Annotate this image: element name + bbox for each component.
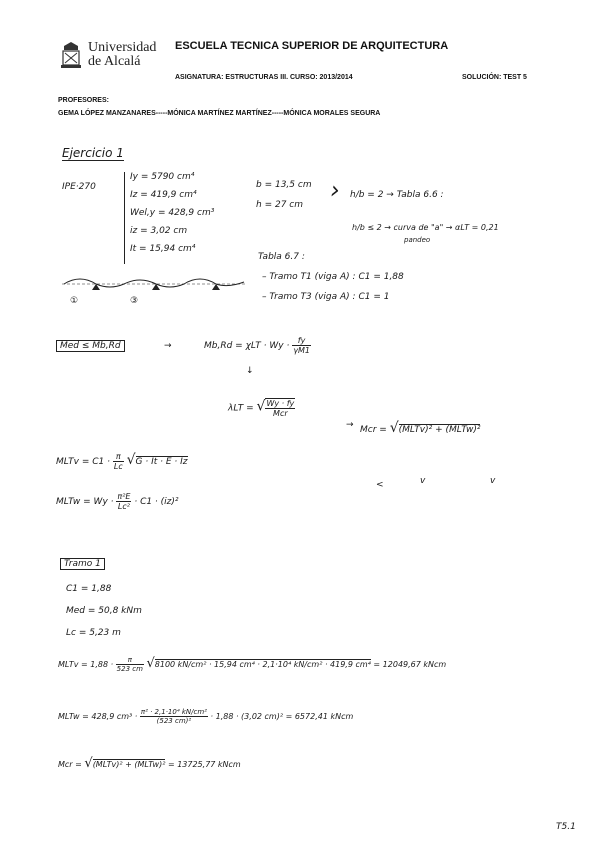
mltw-formula [56,492,179,511]
subject-line: ASIGNATURA: ESTRUCTURAS III. CURSO: 2013/2014 [175,74,353,81]
mltw-rhs: · C1 · (iz)² [134,497,179,507]
lambda-formula: λLT = √ $\frac{Wy \cdot fy}{\text{Mcr}}$ [228,398,295,418]
mcr-radicand: (MLTv)² + (MLTw)² [398,425,481,435]
mltv-radicand: G · It · E · Iz [135,457,188,467]
tramo1-mltw-lhs: MLTw = 428,9 cm³ · [58,712,138,721]
mltw-lhs: MLTw = Wy · [56,497,114,507]
pi2e-symbol: π²E [117,492,131,501]
mltv-lhs: MLTv = C1 · [56,457,110,467]
check-mark-2: v [420,476,426,486]
design-condition: Med ≤ Mb,Rd [56,340,125,352]
prop-wely: Wel,y = 428,9 cm³ [130,208,215,218]
arrow-2: → [346,420,354,430]
prop-iy: Iy = 5790 cm⁴ [130,172,195,182]
mcr-formula: Mcr = √(MLTv)² + (MLTw)² [360,420,481,436]
lc-symbol: Lc [113,462,123,471]
university-name-line1: Universidad [88,40,157,55]
pi-symbol: π [113,452,124,462]
exercise-title: Ejercicio 1 [62,146,124,160]
profile-name: IPE·270 [62,182,96,192]
b-value: b = 13,5 cm [256,180,312,190]
prop-iz: Iz = 419,9 cm⁴ [130,190,197,200]
lambda-lhs: λLT = [228,403,254,414]
tramo1-mltw-num: π² · 2,1·10⁴ kN/cm² [140,708,207,716]
tabla-ref: Tabla 6.7 : [258,252,305,262]
tramo3-coef: – Tramo T3 (viga A) : C1 = 1 [262,292,390,302]
lambda-den: Mcr [273,409,288,418]
mcr-lhs: Mcr = [360,425,387,435]
gamma-m1: γM1 [293,346,310,355]
profile-properties [130,172,214,262]
arrow-down: ↓ [246,366,254,376]
support-3-label: ③ [130,296,139,306]
university-name-line2: de Alcalá [88,54,141,69]
lc2-symbol: Lc² [117,502,130,511]
fy: fy [292,336,311,346]
hb-ratio: h/b = 2 → Tabla 6.6 : [350,190,444,200]
tramo1-lc: Lc = 5,23 m [66,628,121,638]
professors-names: GEMA LÓPEZ MANZANARES-----MÓNICA MARTÍNEZ MARTÍNEZ-----MÓNICA MORALES SEGURA [58,110,381,117]
tramo1-mltv-radicand: 8100 kN/cm² · 15,94 cm⁴ · 2,1·10⁴ kN/cm² · 419,9 cm⁴ [154,660,371,669]
tramo1-mltv: MLTv = 1,88 · $\frac{\pi}{523 cm}$ √8100 kN/cm² · 15,94 cm⁴ · 2,1·10⁴ kN/cm² · 419,9 cm⁴ = 12049,67 kNcm [58,656,447,673]
tramo1-mltv-lhs: MLTv = 1,88 · [58,660,114,669]
university-logo [58,40,178,70]
tramo1-mltw-den: (523 cm)² [156,717,192,725]
check-mark-3: v [490,476,496,486]
tramo1-label: Tramo 1 [60,558,105,570]
tramo1-mcr-lhs: Mcr = [58,760,82,769]
tramo1-mltw [58,708,353,725]
tramo1-mltw-result: · 1,88 · (3,02 cm)² = 6572,41 kNcm [210,712,354,721]
mbrd-lhs: Mb,Rd = χLT · Wy · [204,341,290,351]
h-value: h = 27 cm [256,200,303,210]
check-mark-1: < [376,480,384,490]
tramo1-mcr-radicand: (MLTv)² + (MLTw)² [92,760,166,769]
lambda-num: Wy · fy [266,399,295,408]
tramo1-c1: C1 = 1,88 [66,584,112,594]
tramo1-med: Med = 50,8 kNm [66,606,142,616]
pandeo-note: pandeo [404,236,431,244]
tramo1-mltv-result: = 12049,67 kNcm [373,660,447,669]
tramo1-mcr: Mcr = √(MLTv)² + (MLTw)² = 13725,77 kNcm [58,756,241,771]
solution-label: SOLUCIÓN: TEST 5 [462,74,527,81]
mbrd-formula [204,336,311,355]
beam-diagram [60,268,250,314]
tramo1-lc-cm: 523 cm [116,665,143,673]
support-1-label: ① [70,296,79,306]
prop-it: It = 15,94 cm⁴ [130,244,196,254]
brace-icon: › [330,176,340,204]
hb-curve: h/b ≤ 2 → curva de "a" → αLT = 0,21 [352,223,499,232]
arrow-1: → [164,341,172,351]
professors-label: PROFESORES: [58,97,109,104]
tramo1-pi: π [116,656,144,665]
prop-iz-radius: iz = 3,02 cm [130,226,188,236]
mltv-formula: MLTv = C1 · $\frac{\pi}{Lc}$ √G · It · E · Iz [56,452,188,471]
school-title: ESCUELA TECNICA SUPERIOR DE ARQUITECTURA [175,40,449,52]
page-number: T5.1 [556,822,576,832]
tramo1-coef: – Tramo T1 (viga A) : C1 = 1,88 [262,272,404,282]
tramo1-mcr-result: = 13725,77 kNcm [167,760,241,769]
crest-icon [58,40,84,70]
bracket-line [124,172,125,264]
